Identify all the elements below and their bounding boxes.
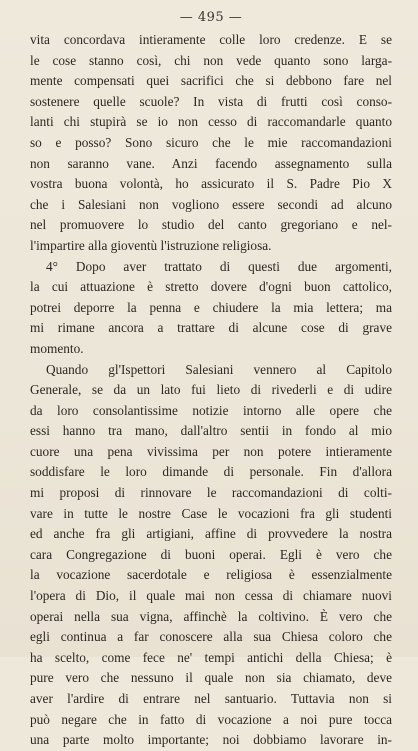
text-line: egli continua a far conoscere alla sua Chiesa coloro che <box>30 629 392 645</box>
text-line: 4° Dopo aver trattato di questi due argomenti, <box>46 258 392 274</box>
text-line: l'opera di Dio, il quale mai non cessa di chiamare nuovi <box>30 588 392 604</box>
text-line: momento. <box>30 340 84 356</box>
text-line: cuore una pena vivissima per non potere intieramente <box>30 443 392 459</box>
text-line: mi rimane ancora a trattare di alcune cose di grave <box>30 320 392 336</box>
text-line: mi proposi di rinnovare le raccomandazioni di colti- <box>30 485 392 501</box>
body-text <box>30 30 392 751</box>
text-line: da loro consolantissime notizie intorno alle opere che <box>30 402 392 418</box>
text-line: ha scelto, come fece ne' tempi antichi della Chiesa; è <box>30 649 392 665</box>
text-line: Quando gl'Ispettori Salesiani vennero al Capitolo <box>46 361 392 377</box>
text-line: so e posso? Sono sicuro che le mie raccomandazioni <box>30 134 392 150</box>
text-line: cara Congregazione di buoni operai. Egli è vero che <box>30 546 392 562</box>
text-line: non saranno vane. Anzi facendo assegnamento sulla <box>30 155 392 171</box>
text-line: la vocazione sacerdotale e religiosa è essenzialmente <box>30 567 392 583</box>
page-number: — 495 — <box>179 10 243 25</box>
text-line: vare in tutte le nostre Case le vocazioni fra gli studenti <box>30 505 392 521</box>
text-line: pure vero che nessuno il quale non sia chiamato, deve <box>30 670 392 686</box>
text-line: nel promuovere lo studio del canto gregoriano e nel- <box>30 217 392 233</box>
text-line: operai nella sua vigna, affinchè la coltivino. È vero che <box>30 608 392 624</box>
text-line: soddisfare le loro dimande di personale. Fin d'allora <box>30 464 392 480</box>
text-line: lanti chi stupirà se io non cesso di raccomandarle quanto <box>30 114 392 130</box>
text-line: Generale, se da un lato fui lieto di rivederli e di udire <box>30 382 392 398</box>
text-line: l'impartire alla gioventù l'istruzione religiosa. <box>30 237 272 253</box>
text-line: una parte molto importante; noi dobbiamo lavorare in- <box>30 732 392 748</box>
text-line: aver l'ardire di entrare nel santuario. Tuttavia non si <box>30 691 392 706</box>
text-line: che i Salesiani non vogliono essere secondi ad alcuno <box>30 196 392 212</box>
text-line: mente compensati quei sacrifici che si debbono fare nel <box>30 73 392 89</box>
text-line: la cui attuazione è stretto dovere d'ogni buon cattolico, <box>30 279 392 295</box>
text-line: sostenere quelle scuole? In vista di frutti così conso- <box>30 93 392 109</box>
text-line: potrei deporre la penna e chiudere la mia lettera; ma <box>30 299 392 315</box>
text-line: le cose stanno così, chi non vede quanto sono larga- <box>30 52 392 68</box>
text-line: essi hanno tra mano, dall'altro sentii in fondo al mio <box>30 423 392 439</box>
text-line: vostra buona volontà, ho assicurato il S. Padre Pio X <box>30 176 392 192</box>
text-line: ed anche fra gli artigiani, affine di provvedere la nostra <box>30 526 392 542</box>
text-line: può negare che in fatto di vocazione a noi pure tocca <box>30 711 392 727</box>
text-line: vita concordava intieramente colle loro credenze. E se <box>30 32 392 47</box>
